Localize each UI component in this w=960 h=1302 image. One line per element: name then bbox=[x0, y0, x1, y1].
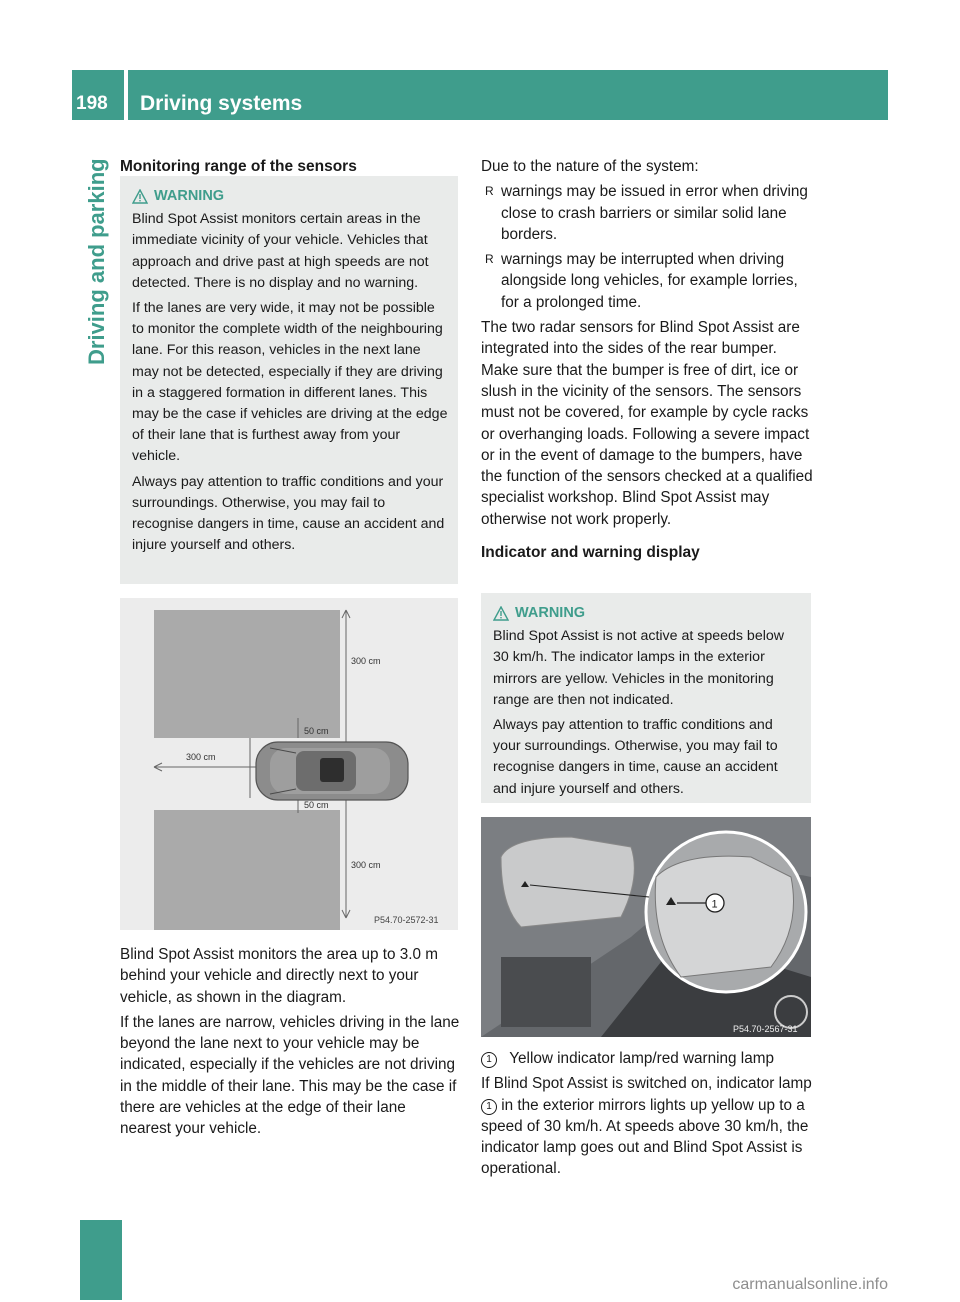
list-item: R warnings may be interrupted when driving alongside long vehicles, for example lorries, for a prolonged time. bbox=[481, 249, 813, 313]
mirror-photo-svg bbox=[481, 817, 811, 1037]
text-run: in the exterior mirrors lights up yellow up to a speed of 30 km/h. At speeds above 30 km/h, the indicator lamp goes out and Blind Spot Assist is operational. bbox=[481, 1096, 809, 1178]
warning-text: Blind Spot Assist monitors certain areas in the immediate vicinity of your vehicle. Vehicles that approach and drive past at high speeds are not detected. There is no display and no warning. bbox=[132, 211, 429, 291]
page-number: 198 bbox=[76, 93, 108, 114]
warning-text: If the lanes are very wide, it may not be possible to monitor the complete width of the neighbouring lane. For this reason, vehicles in the next lane may not be detected, especially if they are driving in a staggered formation in different lanes. This may be the case if vehicles are driving at the edge of their lane that is furthest away from your vehicle. bbox=[132, 300, 448, 465]
paragraph: Due to the nature of the system: bbox=[481, 158, 699, 175]
sensor-range-diagram bbox=[120, 598, 458, 930]
right-body-text bbox=[481, 1048, 813, 1184]
monitoring-zone-bottom bbox=[154, 810, 340, 930]
section-title: Driving systems bbox=[140, 92, 303, 115]
header-divider bbox=[124, 70, 128, 120]
heading-monitoring-range: Monitoring range of the sensors bbox=[120, 158, 357, 175]
warning-text: Always pay attention to traffic conditions and your surroundings. Otherwise, you may fail to recognise dangers in time, cause an accident and injure yourself and others. bbox=[132, 473, 445, 554]
callout-number: 1 bbox=[481, 1052, 497, 1068]
paragraph: The two radar sensors for Blind Spot Assist are integrated into the sides of the rear bumper. Make sure that the bumper is free of dirt, ice or slush in the vicinity of the sensors. The sensors must not be covered, for example by cycle racks or overhanging loads. Following a severe impact or in the event of damage to the bumpers, have the function of the sensors checked at a qualified specialist workshop. Blind Spot Assist may otherwise not work properly. bbox=[481, 319, 813, 528]
dim-label: 300 cm bbox=[186, 752, 216, 762]
warning-text: Blind Spot Assist is not active at speeds below 30 km/h. The indicator lamps in the exterior mirrors are yellow. Vehicles in the monitoring range are then not indicated. bbox=[493, 628, 785, 708]
figure-code: P54.70-2572-31 bbox=[374, 915, 439, 925]
mirror-indicator-photo bbox=[481, 817, 811, 1037]
paragraph bbox=[481, 1073, 813, 1179]
warning-label: WARNING bbox=[154, 188, 225, 204]
warning-label: WARNING bbox=[515, 605, 586, 621]
figure-legend bbox=[481, 1048, 813, 1069]
left-column bbox=[120, 156, 458, 177]
dim-label: 50 cm bbox=[304, 726, 329, 736]
legend-text: Yellow indicator lamp/red warning lamp bbox=[509, 1050, 774, 1067]
figure-code: P54.70-2567-31 bbox=[733, 1024, 798, 1034]
warning-triangle-icon bbox=[493, 606, 509, 621]
dim-label: 300 cm bbox=[351, 656, 381, 666]
dim-label: 50 cm bbox=[304, 800, 329, 810]
monitoring-zone-top bbox=[154, 610, 340, 738]
warning-text: Always pay attention to traffic conditions and your surroundings. Otherwise, you may fail to recognise dangers in time, cause an accident and injure yourself and others. bbox=[493, 717, 778, 797]
list-item: R warnings may be issued in error when driving close to crash barriers or similar solid lane borders. bbox=[481, 181, 813, 245]
sensor-range-svg bbox=[120, 598, 458, 930]
warning-header bbox=[132, 186, 448, 207]
left-body-text bbox=[120, 944, 460, 1144]
callout-number: 1 bbox=[481, 1099, 497, 1115]
footer-watermark: carmanualsonline.info bbox=[732, 1276, 888, 1293]
side-tab-marker bbox=[80, 1220, 122, 1300]
paragraph: If the lanes are narrow, vehicles driving in the lane beyond the lane next to your vehicle may be indicated, especially if the vehicles are not driving in the middle of their lane. This may be the case if there are vehicles at the edge of their lane nearest your vehicle. bbox=[120, 1013, 460, 1138]
side-tab-label: Driving and parking bbox=[84, 158, 109, 365]
car-top-view bbox=[256, 742, 408, 800]
warning-box-2 bbox=[481, 593, 811, 803]
warning-triangle-icon bbox=[132, 189, 148, 204]
bullet-list bbox=[481, 181, 813, 313]
warning-box-1 bbox=[120, 176, 458, 584]
paragraph: Blind Spot Assist monitors the area up to 3.0 m behind your vehicle and directly next to your vehicle, as shown in the diagram. bbox=[120, 946, 439, 1006]
right-column bbox=[481, 156, 813, 563]
text-run: If Blind Spot Assist is switched on, indicator lamp bbox=[481, 1075, 812, 1093]
heading-indicator-warning: Indicator and warning display bbox=[481, 544, 700, 562]
dim-label: 300 cm bbox=[351, 860, 381, 870]
warning-header bbox=[493, 603, 801, 624]
callout-number: 1 bbox=[711, 898, 718, 911]
